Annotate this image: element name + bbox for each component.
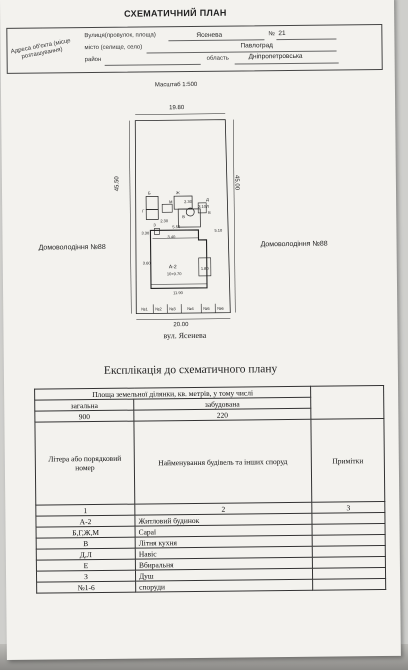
row-name: споруди (136, 579, 313, 592)
row-letter: Д,Л (36, 548, 135, 560)
label-e: Е (208, 209, 211, 215)
dim-1: 2.30 (184, 199, 192, 205)
dim-2: 3.10 (198, 203, 206, 209)
total-value: 900 (35, 410, 134, 422)
house-label: № (268, 31, 275, 38)
dim-9: 3.60 (142, 260, 151, 266)
dim-7: 5.50 (172, 224, 181, 230)
label-v: В (182, 214, 185, 220)
shower (154, 228, 159, 234)
dim-6: 5.10 (214, 227, 223, 233)
shed-g (146, 209, 158, 219)
built-value: 220 (134, 408, 311, 421)
label-n3: №3 (169, 306, 176, 312)
row-name: Навіс (135, 546, 312, 559)
label-n4: №4 (187, 305, 194, 312)
row-notes (312, 523, 385, 535)
neighbor-left: Домоволодіння №88 (38, 243, 106, 252)
district-label: район (84, 56, 102, 64)
page-title: СХЕМАТИЧНИЙ ПЛАН (124, 7, 227, 19)
row-notes (312, 534, 385, 546)
top-dimension: 19.80 (169, 105, 185, 112)
label-z: З (153, 222, 156, 228)
city-label: місто (селище, село) (84, 44, 143, 52)
dim-3: 2.30 (160, 218, 169, 224)
row-notes (313, 578, 386, 590)
col-number-1: 1 (36, 504, 135, 516)
dim-4: 3.40 (167, 234, 176, 240)
label-zh: Ж (176, 190, 180, 196)
row-notes (312, 556, 385, 568)
col-notes: Примітки (311, 419, 385, 503)
street-value: Ясенева (196, 31, 223, 39)
row-notes (312, 567, 385, 579)
col-number-2: 2 (135, 502, 312, 515)
row-notes (312, 512, 385, 524)
label-m: М (169, 199, 173, 205)
street-label: Вулиця(провулок, площа) (84, 32, 156, 40)
label-b: Б (148, 190, 151, 196)
label-n6: №6 (217, 305, 224, 311)
row-letter: А-2 (36, 515, 135, 527)
area-header: Площа земельної ділянки, кв. метрів, у тому числі (35, 386, 311, 400)
house-value: 21 (278, 30, 286, 38)
house-label: А-2 (168, 264, 177, 271)
row-name: Сараї (135, 524, 312, 537)
region-label: область (206, 55, 229, 62)
dim-8: 11.90 (173, 290, 183, 296)
street-label: вул. Ясенева (163, 330, 207, 341)
label-l: Л (206, 203, 209, 209)
label-d: Д (206, 196, 209, 202)
col-number-3: 3 (312, 501, 385, 513)
row-letter: Е (36, 559, 135, 571)
row-name: Вбиральня (135, 557, 312, 570)
row-letter: З (36, 570, 135, 582)
total-label: загальна (35, 399, 134, 411)
house-size: 10×9.70 (166, 271, 182, 277)
built-label: забудована (134, 397, 311, 410)
region-value: Дніпропетровська (248, 52, 303, 61)
row-name: Літня кухня (135, 535, 312, 548)
shed-b (146, 196, 158, 209)
col-letter: Літера або порядковий номер (35, 421, 135, 505)
table-row (37, 578, 386, 593)
label-n2: №2 (155, 306, 162, 312)
city-value: Павлоград (240, 42, 273, 50)
explication-title: Експлікація до схематичного плану (103, 363, 278, 377)
row-name: Житловий будинок (135, 513, 312, 526)
header-blank (311, 386, 384, 420)
dim-10: 1.80 (200, 265, 209, 271)
address-label: Адреса об'єкта (місце розташування) (10, 38, 72, 61)
scale-label: Масштаб 1:500 (154, 81, 198, 89)
explication-table (34, 385, 386, 594)
left-dimension: 45.50 (114, 176, 121, 192)
label-g: Г (142, 208, 145, 214)
row-letter: В (36, 537, 135, 549)
row-name: Душ (135, 568, 312, 581)
col-name: Найменування будівель та інших споруд (134, 419, 312, 504)
label-n5: №5 (203, 305, 210, 311)
right-dimension: 45.00 (233, 174, 240, 191)
canopy (162, 204, 172, 212)
row-letter: Б,Г,Ж,М (36, 526, 135, 538)
row-notes (312, 545, 385, 557)
neighbor-right: Домоволодіння №88 (260, 240, 328, 249)
row-letter: №1-6 (37, 581, 136, 593)
dim-5: 3.30 (141, 230, 150, 236)
label-n1: №1 (141, 306, 148, 312)
bottom-dimension: 20.00 (173, 322, 189, 329)
